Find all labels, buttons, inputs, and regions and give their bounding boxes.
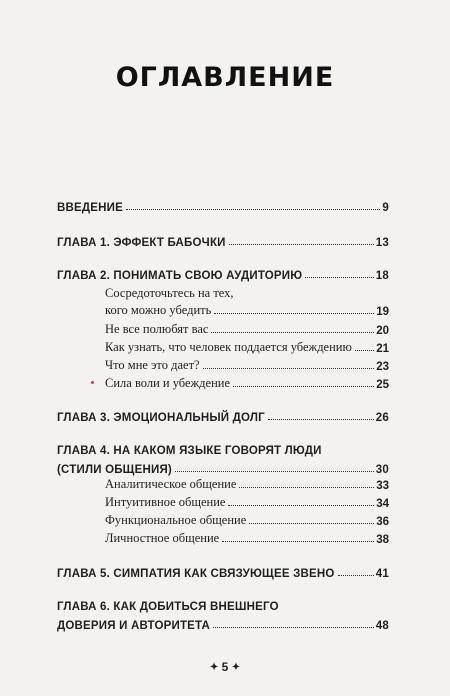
toc-entry-label: Сила воли и убеждение	[105, 376, 231, 390]
dot-leader	[249, 522, 374, 524]
toc-entry-label: ДОВЕРИЯ И АВТОРИТЕТА	[57, 620, 211, 632]
toc-entry-label: ГЛАВА 3. ЭМОЦИОНАЛЬНЫЙ ДОЛГ	[57, 412, 265, 424]
toc-entry-label: Что мне это дает?	[105, 358, 200, 372]
toc-entry-page: 18	[375, 270, 389, 282]
toc-entry-chapter-1[interactable]	[57, 233, 389, 249]
toc-entry-section-how-to-know[interactable]	[105, 339, 389, 355]
toc-entry-label: ВВЕДЕНИЕ	[57, 202, 123, 214]
toc-entry-page: 26	[375, 412, 389, 424]
toc-entry-chapter-5[interactable]	[57, 564, 389, 580]
toc-entry-label: кого можно убедить	[105, 303, 212, 317]
toc-entry-label: ГЛАВА 2. ПОНИМАТЬ СВОЮ АУДИТОРИЮ	[57, 270, 303, 282]
dot-leader	[228, 504, 374, 506]
page-footer	[0, 660, 450, 674]
ornament-icon: ✦	[209, 662, 219, 673]
dot-leader	[211, 331, 374, 333]
toc-entry-section-not-all[interactable]	[105, 321, 389, 337]
toc-entry-page: 36	[376, 516, 389, 528]
dot-leader	[239, 486, 374, 488]
toc-entry-section-willpower[interactable]	[105, 375, 389, 391]
page-number: 5	[221, 660, 229, 674]
toc-entry-label: ГЛАВА 4. НА КАКОМ ЯЗЫКЕ ГОВОРЯТ ЛЮДИ	[57, 445, 322, 457]
dot-leader	[222, 540, 374, 542]
toc-entry-label: Аналитическое общение	[105, 477, 237, 491]
toc-entry-section-line1[interactable]	[105, 285, 389, 301]
toc-entry-page: 30	[375, 464, 389, 476]
ornament-icon: ✦	[231, 662, 241, 673]
dot-leader	[355, 349, 374, 351]
toc-entry-chapter-6[interactable]	[57, 616, 389, 632]
toc-entry-page: 23	[376, 361, 389, 373]
ink-dot-mark	[91, 381, 94, 384]
toc-entry-label: Функциональное общение	[105, 513, 247, 527]
dot-leader	[175, 470, 374, 472]
toc-entry-page: 13	[375, 237, 389, 249]
toc-entry-page: 34	[376, 498, 389, 510]
toc-entry-label: ГЛАВА 6. КАК ДОБИТЬСЯ ВНЕШНЕГО	[57, 601, 279, 613]
dot-leader	[268, 418, 374, 420]
toc-entry-page: 21	[376, 343, 389, 355]
toc-entry-section-personal[interactable]	[105, 530, 389, 546]
toc-entry-chapter-6-line1[interactable]	[57, 597, 389, 613]
toc-entry-label: Не все полюбят вас	[105, 322, 209, 336]
toc-entry-label: ГЛАВА 5. СИМПАТИЯ КАК СВЯЗУЮЩЕЕ ЗВЕНО	[57, 568, 335, 580]
toc-entry-page: 19	[376, 306, 389, 318]
dot-leader	[229, 243, 374, 245]
toc-entry-section-analytical[interactable]	[105, 476, 389, 492]
toc-entry-section-what-gives[interactable]	[105, 357, 389, 373]
toc-entry-section-functional[interactable]	[105, 512, 389, 528]
toc-entry-chapter-4[interactable]	[57, 460, 389, 476]
dot-leader	[338, 574, 374, 576]
toc-entry-page: 48	[375, 620, 389, 632]
toc-entry-section-intuitive[interactable]	[105, 494, 389, 510]
toc-entry-section-focus[interactable]	[105, 302, 389, 318]
toc-entry-label: Сосредоточьтесь на тех,	[105, 286, 234, 300]
toc-entry-page: 20	[376, 325, 389, 337]
toc-entry-label: (СТИЛИ ОБЩЕНИЯ)	[57, 464, 172, 476]
bleed-through-running-head	[0, 6, 450, 20]
dot-leader	[233, 385, 374, 387]
toc-entry-chapter-3[interactable]	[57, 408, 389, 424]
page-title: ОГЛАВЛЕНИЕ	[115, 62, 335, 93]
dot-leader	[213, 626, 374, 628]
toc-entry-page: 33	[376, 480, 389, 492]
toc-entry-page: 38	[376, 534, 389, 546]
dot-leader	[214, 312, 374, 314]
toc-entry-label: Как узнать, что человек поддается убеждению	[105, 340, 352, 354]
toc-entry-label: Личностное общение	[105, 531, 220, 545]
toc-entry-chapter-2[interactable]	[57, 266, 389, 282]
toc-entry-page: 41	[375, 568, 389, 580]
toc-entry-label: Интуитивное общение	[105, 495, 226, 509]
toc-entry-label: ГЛАВА 1. ЭФФЕКТ БАБОЧКИ	[57, 237, 226, 249]
toc-entry-chapter-4-line1[interactable]	[57, 441, 389, 457]
toc-entry-page: 25	[376, 379, 389, 391]
dot-leader	[305, 276, 373, 278]
dot-leader	[126, 208, 380, 210]
toc-entry-introduction[interactable]	[57, 198, 389, 214]
toc-entry-page: 9	[382, 202, 389, 214]
dot-leader	[203, 367, 375, 369]
